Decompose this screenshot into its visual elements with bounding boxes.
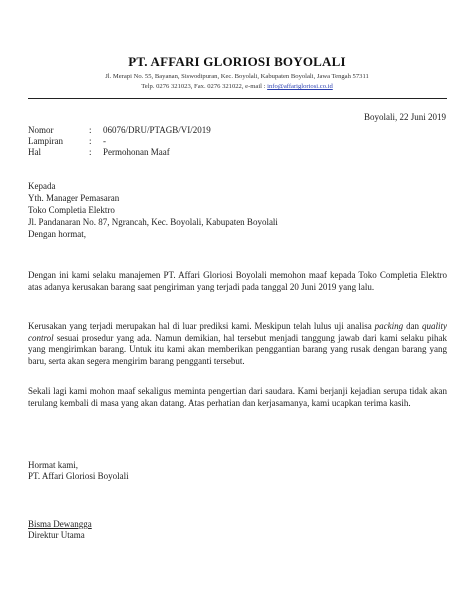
body-paragraph-3: Sekali lagi kami mohon maaf sekaligus meminta pengertian dari saudara. Kami berjanji kejadian serupa tidak akan terulang kembali di masa yang akan datang. Atas perhatian dan kerjasamanya, kami ucapkan terima kasih.	[28, 386, 447, 408]
address-line: Jl. Merapi No. 55, Bayanan, Siswodipuran, Kec. Boyolali, Kabupaten Boyolali, Jawa Tengah 57311	[105, 73, 369, 80]
recipient-address: Jl. Pandanaran No. 87, Ngrancah, Kec. Boyolali, Kabupaten Boyolali	[28, 217, 278, 227]
meta-label: Lampiran	[28, 136, 63, 146]
meta-colon: :	[89, 136, 92, 146]
closing-salutation: Hormat kami,	[28, 460, 78, 470]
body-paragraph-1: Dengan ini kami selaku manajemen PT. Affari Gloriosi Boyolali memohon maaf kepada Toko Completia Elektro atas adanya kerusakan barang saat pengiriman yang terjadi pada tanggal 20 Juni 2019 yang lalu.	[28, 270, 447, 292]
letterhead-divider	[28, 98, 447, 99]
recipient-company: Toko Completia Elektro	[28, 205, 115, 215]
italic-term-quality-control: quality control	[28, 321, 447, 343]
paragraph-text: Kerusakan yang terjadi merupakan hal di luar prediksi kami. Meskipun telah lulus uji analisa	[28, 321, 375, 331]
contact-text: Telp. 0276 321023, Fax. 0276 321022, e-mail :	[141, 83, 268, 90]
meta-colon: :	[89, 125, 92, 135]
letterhead-address	[0, 72, 474, 92]
closing-block	[28, 460, 129, 482]
paragraph-text: dan	[403, 321, 422, 331]
meta-value: -	[103, 136, 106, 146]
greeting: Dengan hormat,	[28, 229, 86, 239]
meta-value: 06076/DRU/PTAGB/VI/2019	[103, 125, 211, 135]
email-link[interactable]: info@affarigloriosi.co.id	[267, 83, 333, 90]
contact-line	[0, 82, 474, 92]
signatory-name: Bisma Dewangga	[28, 519, 92, 529]
italic-term-packing: packing	[374, 321, 404, 331]
signature-block	[28, 519, 92, 541]
letter-date: Boyolali, 22 Juni 2019	[363, 112, 446, 122]
recipient-kepada: Kepada	[28, 181, 56, 191]
meta-row-lampiran	[28, 136, 211, 147]
company-name: PT. AFFARI GLORIOSI BOYOLALI	[128, 54, 346, 69]
signatory-title: Direktur Utama	[28, 530, 85, 540]
recipient-title: Yth. Manager Pemasaran	[28, 193, 120, 203]
recipient-block	[28, 180, 278, 228]
meta-label: Hal	[28, 147, 41, 157]
letter-meta	[28, 125, 211, 158]
meta-row-nomor	[28, 125, 211, 136]
paragraph-text: sesuai prosedur yang ada. Namun demikian, hal tersebut menjadi tanggung jawab dari kami selaku pihak yang mengirimkan barang. Untuk itu kami akan memberikan penggantian barang yang rusak dengan barang yang baru, serta akan segera mengirim barang pengganti tersebut.	[28, 332, 447, 366]
meta-label: Nomor	[28, 125, 54, 135]
meta-row-hal	[28, 147, 211, 158]
body-paragraph-2	[28, 321, 447, 367]
closing-company: PT. Affari Gloriosi Boyolali	[28, 471, 129, 481]
meta-value: Permohonan Maaf	[103, 147, 170, 157]
meta-colon: :	[89, 147, 92, 157]
